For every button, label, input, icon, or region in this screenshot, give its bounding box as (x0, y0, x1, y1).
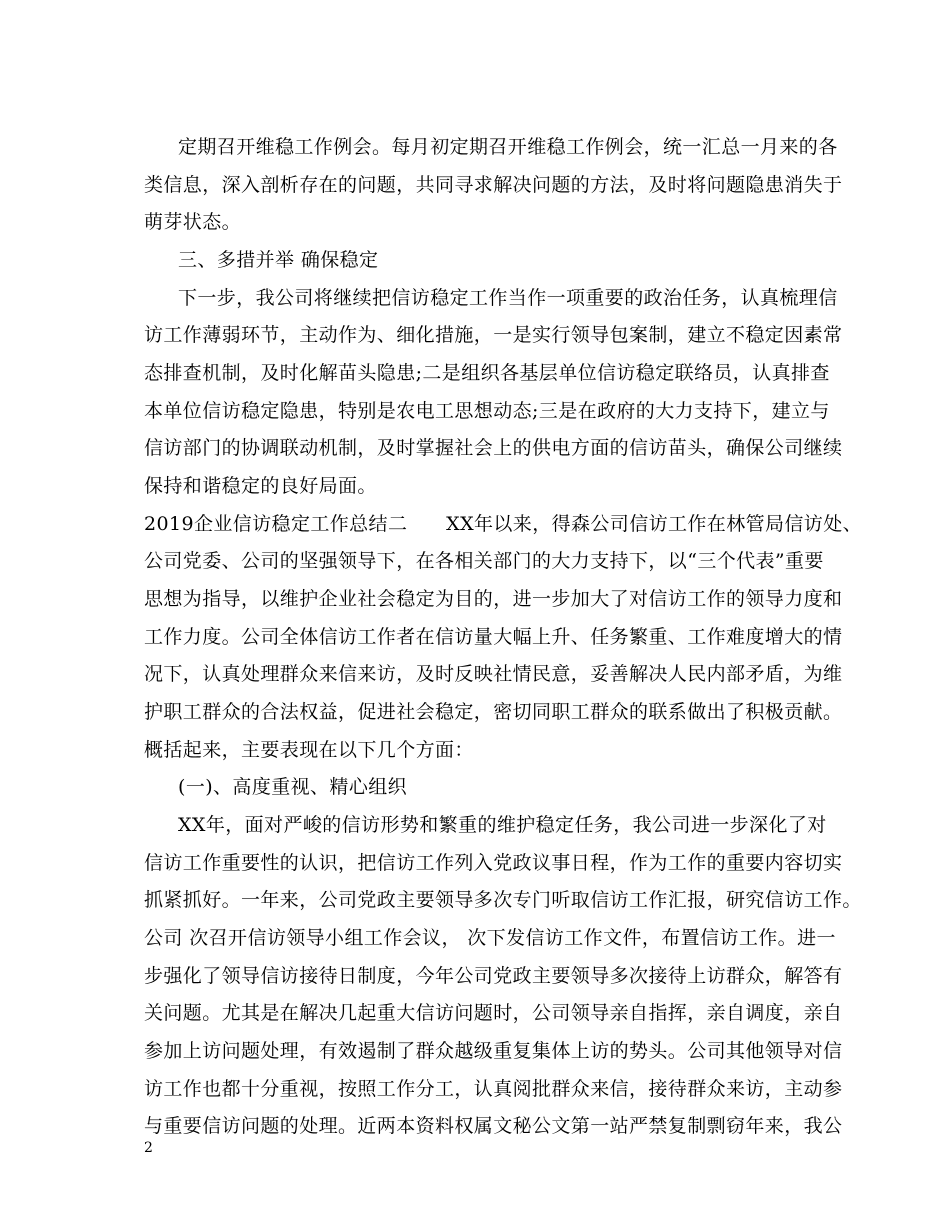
text-line: 护职工群众的合法权益，促进社会稳定，密切同职工群众的联系做出了积极贡献。 (144, 701, 843, 723)
section-heading: 三、多措并举 确保稳定 (178, 249, 379, 271)
text-line: 本单位信访稳定隐患，特别是农电工思想动态;三是在政府的大力支持下，建立与 (144, 400, 830, 422)
text-line: 下一步，我公司将继续把信访稳定工作当作一项重要的政治任务，认真梳理信 (178, 287, 838, 309)
text-line: 步强化了领导信访接待日制度，今年公司党政主要领导多次接待上访群众，解答有 (144, 965, 843, 987)
text-line: 信访工作重要性的认识，把信访工作列入党政议事日程，作为工作的重要内容切实 (144, 852, 843, 874)
text-line: 思想为指导，以维护企业社会稳定为目的，进一步加大了对信访工作的领导力度和 (144, 588, 843, 610)
page-number: 2 (144, 1140, 153, 1156)
text-line: 信访部门的协调联动机制，及时掌握社会上的供电方面的信访苗头，确保公司继续 (144, 437, 843, 459)
text-line: 定期召开维稳工作例会。每月初定期召开维稳工作例会，统一汇总一月来的各 (178, 136, 838, 158)
text-line: 与重要信访问题的处理。近两本资料权属文秘公文第一站严禁复制剽窃年来，我公 (144, 1115, 843, 1137)
text-line: 访工作薄弱环节，主动作为、细化措施，一是实行领导包案制，建立不稳定因素常 (144, 324, 843, 346)
text-line: 概括起来，主要表现在以下几个方面： (144, 739, 474, 761)
text-line: 态排查机制，及时化解苗头隐患;二是组织各基层单位信访稳定联络员，认真排查 (144, 362, 830, 384)
text-line: 类信息，深入剖析存在的问题，共同寻求解决问题的方法，及时将问题隐患消失于 (144, 174, 843, 196)
text-line: 况下，认真处理群众来信来访，及时反映社情民意，妥善解决人民内部矛盾，为维 (144, 663, 843, 685)
text-line: 访工作也都十分重视，按照工作分工，认真阅批群众来信，接待群众来访，主动参 (144, 1078, 843, 1100)
text-line: 公司 次召开信访领导小组工作会议， 次下发信访工作文件，布置信访工作。进一 (144, 927, 836, 949)
text-line: 2019企业信访稳定工作总结二 XX年以来，得森公司信访工作在林管局信访处、 (144, 513, 863, 535)
text-line: 关问题。尤其是在解决几起重大信访问题时，公司领导亲自指挥，亲自调度，亲自 (144, 1002, 843, 1024)
section-heading: (一)、高度重视、精心组织 (178, 776, 408, 798)
text-line: 萌芽状态。 (144, 211, 242, 233)
text-line: XX年，面对严峻的信访形势和繁重的维护稳定任务，我公司进一步深化了对 (178, 814, 827, 836)
text-line: 参加上访问题处理，有效遏制了群众越级重复集体上访的势头。公司其他领导对信 (144, 1040, 843, 1062)
text-line: 工作力度。公司全体信访工作者在信访量大幅上升、任务繁重、工作难度增大的情 (144, 626, 843, 648)
text-line: 公司党委、公司的坚强领导下，在各相关部门的大力支持下，以“三个代表”重要 (144, 550, 824, 572)
text-line: 抓紧抓好。一年来，公司党政主要领导多次专门听取信访工作汇报，研究信访工作。 (144, 889, 862, 911)
text-line: 保持和谐稳定的良好局面。 (144, 475, 377, 497)
